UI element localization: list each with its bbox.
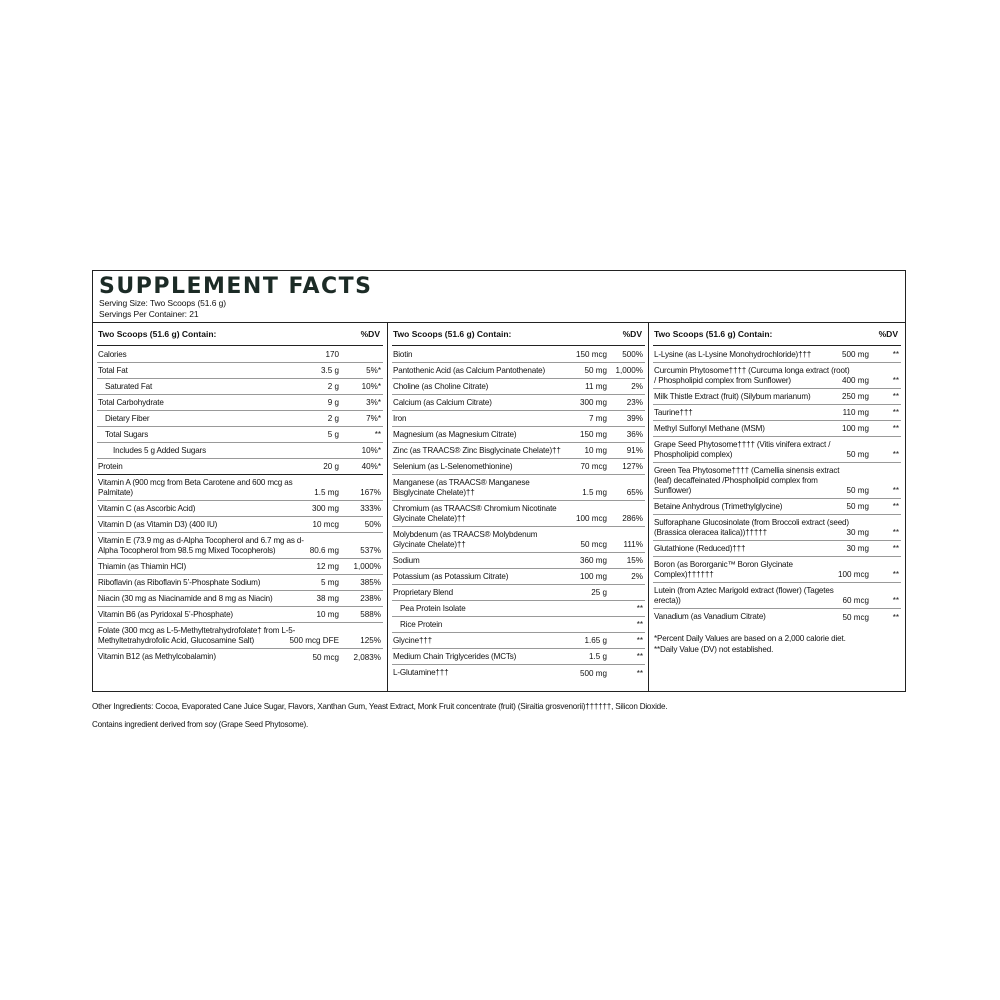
nutrient-name: Protein [98, 462, 123, 471]
nutrient-dv: ** [636, 669, 643, 678]
nutrient-name: Vitamin B12 (as Methylcobalamin) [98, 652, 216, 661]
nutrient-dv: 2% [631, 572, 643, 581]
nutrient-row [392, 427, 645, 443]
nutrient-amount: 100 mcg [837, 570, 869, 579]
nutrient-amount: 400 mg [842, 376, 869, 385]
serving-size: Serving Size: Two Scoops (51.6 g) [99, 298, 226, 308]
nutrient-dv: 3%* [366, 398, 381, 407]
nutrient-amount: 11 mg [585, 382, 607, 391]
nutrient-name: Sodium [393, 556, 420, 565]
nutrient-name: Niacin (30 mg as Niacinamide and 8 mg as Niacin) [98, 594, 273, 603]
nutrient-name: Lutein (from Aztec Marigold extract (flower) (Tagetes erecta)) [654, 586, 834, 605]
nutrient-name: Potassium (as Potassium Citrate) [393, 572, 509, 581]
nutrient-dv: 167% [360, 488, 381, 497]
nutrient-row [392, 617, 645, 633]
nutrient-amount: 100 mcg [575, 514, 607, 523]
nutrient-name: Manganese (as TRAACS® Manganese Bisglycinate Chelate)†† [393, 478, 530, 497]
nutrient-name: Vitamin C (as Ascorbic Acid) [98, 504, 196, 513]
nutrient-name: Total Carbohydrate [98, 398, 164, 407]
nutrient-amount: 1.5 g [588, 652, 607, 661]
column-header [388, 323, 649, 345]
nutrient-row [392, 411, 645, 427]
nutrient-amount: 50 mg [846, 450, 869, 459]
nutrient-amount: 38 mg [316, 594, 339, 603]
nutrient-amount: 100 mg [842, 424, 869, 433]
nutrient-row [97, 607, 383, 623]
nutrient-amount: 500 mcg DFE [289, 636, 339, 645]
nutrient-row [392, 527, 645, 553]
nutrient-dv: ** [892, 424, 899, 433]
nutrient-dv: ** [892, 528, 899, 537]
nutrient-rows [649, 346, 905, 625]
nutrient-dv: 500% [622, 350, 643, 359]
nutrient-name: Betaine Anhydrous (Trimethylglycine) [654, 502, 783, 511]
nutrient-row [97, 649, 383, 665]
nutrient-amount: 30 mg [846, 544, 869, 553]
nutrient-dv: ** [892, 392, 899, 401]
column-header [93, 323, 387, 345]
nutrient-row [97, 363, 383, 379]
nutrient-name: Pea Protein Isolate [400, 604, 466, 613]
column-header-label: Two Scoops (51.6 g) Contain: [654, 329, 773, 339]
footnote-dv-not-established: **Daily Value (DV) not established. [654, 645, 774, 654]
nutrient-row [653, 541, 901, 557]
nutrient-rows [388, 346, 649, 681]
nutrient-amount: 300 mg [580, 398, 607, 407]
nutrient-dv: 111% [623, 540, 643, 549]
nutrient-name: Medium Chain Triglycerides (MCTs) [393, 652, 517, 661]
nutrient-name: Biotin [393, 350, 413, 359]
nutrient-name: Zinc (as TRAACS® Zinc Bisglycinate Chelate)†† [393, 446, 561, 455]
nutrient-row [392, 443, 645, 459]
nutrient-dv: ** [892, 408, 899, 417]
nutrient-dv: 36% [626, 430, 643, 439]
nutrient-name: Thiamin (as Thiamin HCl) [98, 562, 187, 571]
nutrient-amount: 60 mcg [842, 596, 869, 605]
nutrient-dv: ** [636, 604, 643, 613]
nutrient-dv: 1,000% [615, 366, 643, 375]
nutrient-dv: ** [636, 636, 643, 645]
nutrient-dv: 2,083% [353, 653, 381, 662]
nutrient-dv: ** [892, 450, 899, 459]
nutrient-row [392, 501, 645, 527]
nutrient-row [392, 601, 645, 617]
column-header [649, 323, 905, 345]
nutrient-name: Total Fat [98, 366, 128, 375]
nutrient-name: Saturated Fat [105, 382, 153, 391]
nutrient-row [392, 553, 645, 569]
nutrient-row [97, 395, 383, 411]
nutrient-row [392, 395, 645, 411]
nutrient-rows [93, 346, 387, 665]
nutrient-amount: 5 mg [321, 578, 339, 587]
nutrient-dv: 7%* [366, 414, 381, 423]
nutrient-amount: 100 mg [580, 572, 607, 581]
nutrient-name: Pantothenic Acid (as Calcium Pantothenate) [393, 366, 546, 375]
nutrient-dv: 65% [626, 488, 643, 497]
column-header-dv: %DV [878, 329, 898, 339]
nutrient-row [653, 347, 901, 363]
nutrient-name: Chromium (as TRAACS® Chromium Nicotinate Glycinate Chelate)†† [393, 504, 557, 523]
nutrient-row [97, 501, 383, 517]
nutrient-name: Milk Thistle Extract (fruit) (Silybum marianum) [654, 392, 811, 401]
nutrient-row [97, 459, 383, 475]
nutrient-row [653, 389, 901, 405]
nutrient-dv: ** [892, 570, 899, 579]
column-header-label: Two Scoops (51.6 g) Contain: [393, 329, 512, 339]
nutrient-amount: 7 mg [589, 414, 607, 423]
servings-per-container: Servings Per Container: 21 [99, 309, 199, 319]
nutrient-name: Glycine††† [393, 636, 432, 645]
nutrient-row [97, 559, 383, 575]
nutrient-amount: 20 g [323, 462, 339, 471]
nutrient-dv: ** [892, 350, 899, 359]
nutrient-amount: 50 mcg [580, 540, 607, 549]
nutrient-row [392, 649, 645, 665]
nutrient-dv: 2% [631, 382, 643, 391]
supplement-facts-panel [92, 270, 906, 692]
nutrient-row [653, 609, 901, 625]
nutrient-name: Calcium (as Calcium Citrate) [393, 398, 492, 407]
panel-title: SUPPLEMENT FACTS [99, 274, 373, 299]
facts-column-3 [648, 323, 905, 691]
nutrient-dv: 125% [360, 636, 381, 645]
nutrient-amount: 50 mg [584, 366, 607, 375]
column-header-dv: %DV [360, 329, 380, 339]
nutrient-dv: 15% [626, 556, 643, 565]
nutrient-amount: 300 mg [312, 504, 339, 513]
nutrient-amount: 250 mg [842, 392, 869, 401]
nutrient-row [97, 443, 383, 459]
nutrient-dv: 286% [622, 514, 643, 523]
nutrient-dv: 23% [626, 398, 643, 407]
nutrient-name: Methyl Sulfonyl Methane (MSM) [654, 424, 765, 433]
nutrient-row [97, 427, 383, 443]
nutrient-row [392, 459, 645, 475]
nutrient-dv: 537% [360, 546, 381, 555]
nutrient-name: Green Tea Phytosome†††† (Camellia sinensis extract (leaf) decaffeinated /Phospholipid complex from Sunflower) [654, 466, 840, 495]
nutrient-amount: 110 mg [842, 408, 869, 417]
nutrient-amount: 10 mcg [312, 520, 339, 529]
nutrient-row [392, 379, 645, 395]
nutrient-amount: 3.5 g [320, 366, 339, 375]
nutrient-amount: 500 mg [580, 669, 607, 678]
nutrient-row [392, 633, 645, 649]
nutrient-row [97, 379, 383, 395]
nutrient-name: Vitamin D (as Vitamin D3) (400 IU) [98, 520, 218, 529]
allergen-statement: Contains ingredient derived from soy (Grape Seed Phytosome). [92, 720, 309, 729]
nutrient-dv: ** [892, 486, 899, 495]
nutrient-row [392, 363, 645, 379]
nutrient-row [97, 591, 383, 607]
nutrient-name: Taurine††† [654, 408, 693, 417]
nutrient-row [653, 499, 901, 515]
nutrient-amount: 10 mg [316, 610, 339, 619]
nutrient-amount: 1.65 g [584, 636, 607, 645]
nutrient-dv: ** [892, 613, 899, 622]
nutrient-name: Curcumin Phytosome†††† (Curcuma longa extract (root) / Phospholipid complex from Sunflower) [654, 366, 850, 385]
nutrient-dv: ** [892, 376, 899, 385]
nutrient-amount: 500 mg [842, 350, 869, 359]
nutrient-dv: ** [374, 430, 381, 439]
nutrient-dv: ** [892, 544, 899, 553]
nutrient-row [653, 583, 901, 609]
nutrient-row [392, 569, 645, 585]
nutrient-dv: 1,000% [353, 562, 381, 571]
nutrient-amount: 70 mcg [580, 462, 607, 471]
nutrient-row [392, 585, 645, 601]
nutrient-dv: ** [892, 596, 899, 605]
nutrient-amount: 150 mcg [575, 350, 607, 359]
nutrient-row [653, 421, 901, 437]
nutrient-amount: 2 g [327, 382, 339, 391]
column-header-label: Two Scoops (51.6 g) Contain: [98, 329, 217, 339]
nutrient-dv: 91% [626, 446, 643, 455]
nutrient-row [653, 405, 901, 421]
nutrient-dv: ** [892, 502, 899, 511]
nutrient-dv: 40%* [361, 462, 381, 471]
nutrient-amount: 50 mg [846, 486, 869, 495]
nutrient-name: Riboflavin (as Riboflavin 5’-Phosphate Sodium) [98, 578, 261, 587]
nutrient-dv: 333% [360, 504, 381, 513]
nutrient-name: Molybdenum (as TRAACS® Molybdenum Glycinate Chelate)†† [393, 530, 538, 549]
nutrient-name: L-Lysine (as L-Lysine Monohydrochloride)††† [654, 350, 812, 359]
nutrient-name: Vitamin E (73.9 mg as d-Alpha Tocopherol and 6.7 mg as d-Alpha Tocopherol from 98.5 mg Mixed Tocopherols) [98, 536, 304, 555]
nutrient-dv: 5%* [366, 366, 381, 375]
nutrient-row [97, 475, 383, 501]
nutrient-dv: 385% [360, 578, 381, 587]
nutrient-amount: 10 mg [584, 446, 607, 455]
nutrient-dv: ** [636, 620, 643, 629]
nutrient-amount: 360 mg [580, 556, 607, 565]
nutrient-row [653, 557, 901, 583]
column-header-dv: %DV [622, 329, 642, 339]
footnote-daily-values: *Percent Daily Values are based on a 2,000 calorie diet. [654, 634, 846, 643]
nutrient-amount: 50 mcg [312, 653, 339, 662]
nutrient-name: Rice Protein [400, 620, 443, 629]
nutrient-row [97, 575, 383, 591]
nutrient-dv: ** [636, 652, 643, 661]
other-ingredients: Other Ingredients: Cocoa, Evaporated Cane Juice Sugar, Flavors, Xanthan Gum, Yeast Extract, Monk Fruit concentrate (fruit) (Siraitia grosvenorii)††††††, Silicon Dioxide. [92, 702, 668, 711]
nutrient-amount: 170 [325, 350, 339, 359]
nutrient-amount: 80.6 mg [309, 546, 339, 555]
nutrient-row [392, 475, 645, 501]
nutrient-name: Dietary Fiber [105, 414, 150, 423]
nutrient-name: Magnesium (as Magnesium Citrate) [393, 430, 517, 439]
nutrient-name: Iron [393, 414, 407, 423]
nutrient-name: Folate (300 mcg as L-5-Methyltetrahydrofolate† from L-5-Methyltetrahydrofolic Acid, Glucosamine Salt) [98, 626, 296, 645]
nutrient-dv: 39% [626, 414, 643, 423]
nutrient-name: Choline (as Choline Citrate) [393, 382, 489, 391]
nutrient-dv: 10%* [361, 382, 381, 391]
nutrient-name: Glutathione (Reduced)††† [654, 544, 746, 553]
facts-column-2 [387, 323, 649, 691]
nutrient-name: Vitamin A (900 mcg from Beta Carotene and 600 mcg as Palmitate) [98, 478, 293, 497]
nutrient-row [97, 347, 383, 363]
nutrient-name: L-Glutamine††† [393, 668, 449, 677]
nutrient-name: Selenium (as L-Selenomethionine) [393, 462, 513, 471]
nutrient-amount: 50 mcg [842, 613, 869, 622]
nutrient-row [97, 411, 383, 427]
nutrient-amount: 12 mg [316, 562, 339, 571]
nutrient-name: Sulforaphane Glucosinolate (from Broccoli extract (seed) (Brassica oleracea italica))††††† [654, 518, 849, 537]
nutrient-name: Proprietary Blend [393, 588, 453, 597]
nutrient-row [653, 437, 901, 463]
nutrient-amount: 50 mg [846, 502, 869, 511]
nutrient-name: Includes 5 g Added Sugars [113, 446, 206, 455]
nutrient-amount: 2 g [327, 414, 339, 423]
nutrient-amount: 1.5 mg [314, 488, 339, 497]
nutrient-row [97, 533, 383, 559]
nutrient-name: Vitamin B6 (as Pyridoxal 5’-Phosphate) [98, 610, 233, 619]
nutrient-name: Calories [98, 350, 127, 359]
nutrient-amount: 30 mg [846, 528, 869, 537]
nutrient-row [653, 363, 901, 389]
nutrient-name: Boron (as Bororganic™ Boron Glycinate Complex)†††††† [654, 560, 793, 579]
nutrient-row [97, 517, 383, 533]
nutrient-dv: 588% [360, 610, 381, 619]
nutrient-row [97, 623, 383, 649]
nutrient-amount: 5 g [327, 430, 339, 439]
nutrient-row [392, 347, 645, 363]
nutrient-dv: 127% [622, 462, 643, 471]
nutrient-dv: 238% [360, 594, 381, 603]
nutrient-amount: 1.5 mg [582, 488, 607, 497]
nutrient-amount: 150 mg [580, 430, 607, 439]
nutrient-name: Total Sugars [105, 430, 149, 439]
nutrient-row [653, 515, 901, 541]
nutrient-name: Grape Seed Phytosome†††† (Vitis vinifera extract / Phospholipid complex) [654, 440, 831, 459]
nutrient-dv: 50% [364, 520, 381, 529]
nutrient-amount: 9 g [327, 398, 339, 407]
nutrient-dv: 10%* [361, 446, 381, 455]
facts-column-1 [93, 323, 387, 691]
nutrient-row [653, 463, 901, 499]
nutrient-name: Vanadium (as Vanadium Citrate) [654, 612, 766, 621]
nutrient-row [392, 665, 645, 681]
nutrient-amount: 25 g [591, 588, 607, 597]
